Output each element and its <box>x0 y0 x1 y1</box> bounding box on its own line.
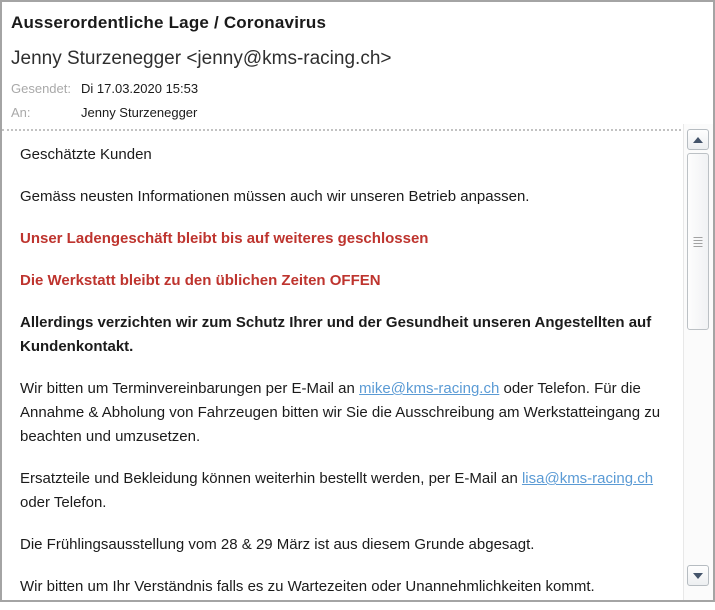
scroll-down-button[interactable] <box>687 565 709 586</box>
paragraph-understanding <box>20 575 673 599</box>
to-value: Jenny Sturzenegger <box>81 105 198 120</box>
email-body <box>2 124 683 600</box>
scroll-up-button[interactable] <box>687 129 709 150</box>
paragraph-intro <box>20 185 673 209</box>
email-sender: Jenny Sturzenegger <jenny@kms-racing.ch> <box>11 48 392 69</box>
email-subject: Ausserordentliche Lage / Coronavirus <box>11 13 327 32</box>
vertical-scrollbar[interactable] <box>683 124 713 600</box>
email-header <box>2 11 713 121</box>
paragraph-text: Die Werkstatt bleibt zu den üblichen Zeiten OFFEN <box>20 272 381 289</box>
paragraph-shop-closed <box>20 227 673 251</box>
paragraph-text: oder Telefon. <box>20 494 107 511</box>
meta-row-sent <box>11 81 703 97</box>
paragraph-text: Ersatzteile und Bekleidung können weiterhin bestellt werden, per E-Mail an <box>20 470 522 487</box>
email-link-mike[interactable]: mike@kms-racing.ch <box>359 380 500 397</box>
paragraph-greeting <box>20 143 673 167</box>
email-link-lisa[interactable]: lisa@kms-racing.ch <box>521 470 654 487</box>
sent-label: Gesendet: <box>11 81 71 96</box>
paragraph-text: Allerdings verzichten wir zum Schutz Ihrer und der Gesundheit unseren Angestellten auf Kundenkontakt. <box>20 314 652 355</box>
paragraph-text: Die Frühlingsausstellung vom 28 & 29 März ist aus diesem Grunde abgesagt. <box>20 536 535 553</box>
scrollbar-thumb[interactable] <box>687 153 709 330</box>
paragraph-text: Geschätzte Kunden <box>20 146 152 163</box>
grip-lines-icon <box>694 237 703 247</box>
paragraph-text: Wir bitten um Ihr Verständnis falls es zu Wartezeiten oder Unannehmlichkeiten kommt. <box>20 578 595 595</box>
triangle-up-icon <box>693 137 703 143</box>
paragraph-exhibition-cancelled <box>20 533 673 557</box>
meta-row-to <box>11 105 703 121</box>
paragraph-text: Wir bitten um Terminvereinbarungen per E-Mail an <box>20 380 360 397</box>
paragraph-parts-orders <box>20 467 673 515</box>
sent-value: Di 17.03.2020 15:53 <box>81 81 199 96</box>
triangle-down-icon <box>693 573 703 579</box>
paragraph-text: Unser Ladengeschäft bleibt bis auf weiteres geschlossen <box>20 230 429 247</box>
to-label: An: <box>11 105 31 120</box>
paragraph-workshop-open <box>20 269 673 293</box>
paragraph-text: oder Telefon. Für die Annahme & Abholung von Fahrzeugen bitten wir Sie die Ausschreibung am Werkstatteingang zu beachten und umzusetzen. <box>20 380 661 445</box>
paragraph-text: Gemäss neusten Informationen müssen auch wir unseren Betrieb anpassen. <box>20 188 530 205</box>
paragraph-appointments <box>20 377 673 449</box>
paragraph-no-customer-contact <box>20 311 673 359</box>
